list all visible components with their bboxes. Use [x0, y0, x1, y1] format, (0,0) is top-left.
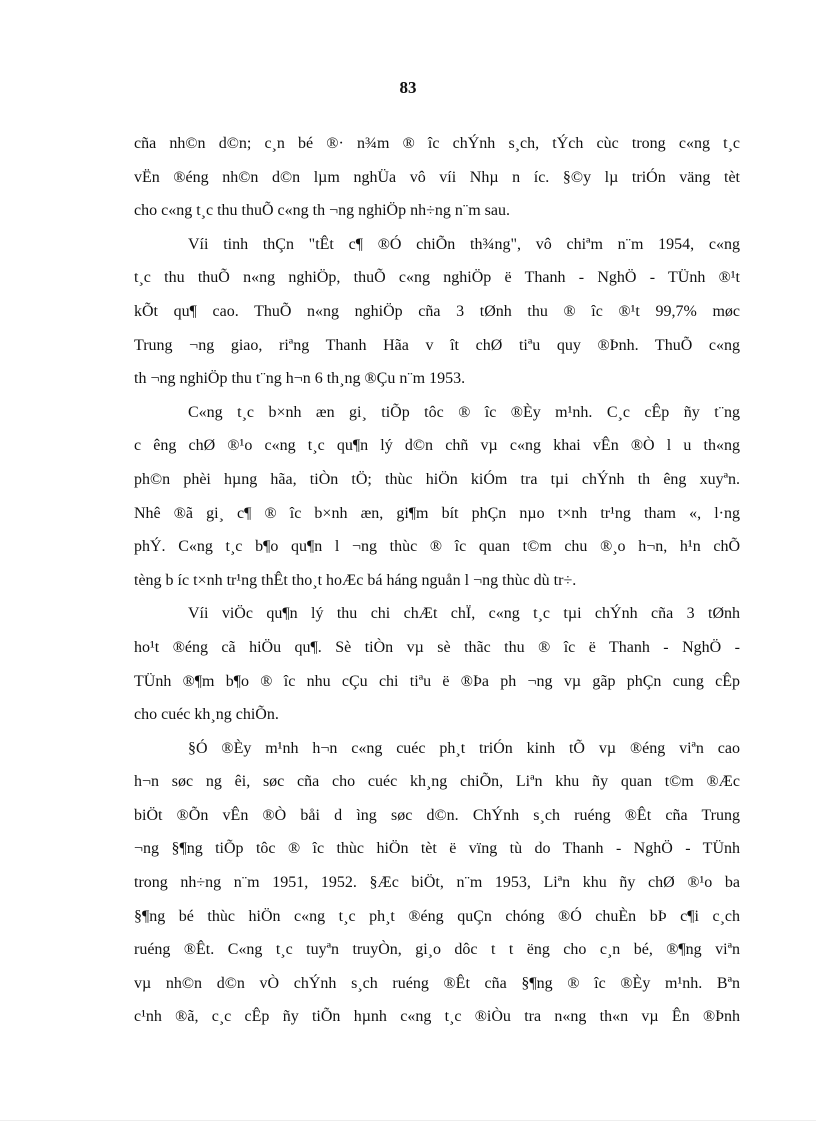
- text-line: ruéng ®Êt. C«ng t¸c tuyªn truyÒn, gi¸o dôc t t ëng cho c¸n bé, ®¶ng viªn: [134, 941, 740, 959]
- text-line: biÖt ®Õn vÊn ®Ò båi d ìng søc d©n. ChÝnh s¸ch ruéng ®Êt cña Trung: [134, 806, 740, 824]
- page-number: 83: [399, 78, 417, 97]
- text-line: ho¹t ®éng cã hiÖu qu¶. Sè tiÒn vµ sè thãc thu ® îc ë Thanh - NghÖ -: [134, 638, 740, 656]
- text-line: t¸c thu thuÕ n«ng nghiÖp, thuÕ c«ng nghiÖp ë Thanh - NghÖ - TÜnh ®¹t: [134, 269, 740, 287]
- text-line: th ¬ng nghiÖp thu t¨ng h¬n 6 th¸ng ®Çu n¨m 1953.: [134, 370, 466, 388]
- text-line: Víi viÖc qu¶n lý thu chi chÆt chÏ, c«ng t¸c tµi chÝnh cña 3 tØnh: [188, 605, 740, 623]
- text-line: c êng chØ ®¹o c«ng t¸c qu¶n lý d©n chñ vµ c«ng khai vÊn ®Ò l u th«ng: [134, 437, 740, 455]
- text-line: §¶ng bé thùc hiÖn c«ng t¸c ph¸t ®éng quÇn chóng ®Ó chuÈn bÞ c¶i c¸ch: [134, 907, 740, 925]
- text-line: cho cuéc kh¸ng chiÕn.: [134, 706, 279, 724]
- body-text: [134, 127, 740, 1034]
- text-line: Víi tinh thÇn "tÊt c¶ ®Ó chiÕn th¾ng", vô chiªm n¨m 1954, c«ng: [188, 235, 740, 253]
- text-line: Nhê ®ã gi¸ c¶ ® îc b×nh æn, gi¶m bít phÇn nµo t×nh tr¹ng tham «, l·ng: [134, 504, 740, 522]
- text-line: cho c«ng t¸c thu thuÕ c«ng th ¬ng nghiÖp nh÷ng n¨m sau.: [134, 202, 510, 220]
- text-line: kÕt qu¶ cao. ThuÕ n«ng nghiÖp cña 3 tØnh thu ® îc ®¹t 99,7% møc: [134, 302, 740, 320]
- text-line: cña nh©n d©n; c¸n bé ®· n¾m ® îc chÝnh s¸ch, tÝch cùc trong c«ng t¸c: [134, 135, 740, 152]
- text-line: ph©n phèi hµng hãa, tiÒn tÖ; thùc hiÖn kiÓm tra tµi chÝnh th êng xuyªn.: [134, 470, 740, 488]
- text-line: phÝ. C«ng t¸c b¶o qu¶n l ¬ng thùc ® îc quan t©m chu ®¸o h¬n, h¹n chÕ: [134, 538, 740, 556]
- text-line: TÜnh ®¶m b¶o ® îc nhu cÇu chi tiªu ë ®Þa ph ¬ng vµ gãp phÇn cung cÊp: [134, 672, 740, 690]
- text-line: Trung ¬ng giao, riªng Thanh Hãa v ît chØ tiªu quy ®Þnh. ThuÕ c«ng: [134, 336, 740, 354]
- page-bottom-divider: [0, 1120, 816, 1121]
- text-line: vµ nh©n d©n vÒ chÝnh s¸ch ruéng ®Êt cña §¶ng ® îc ®Èy m¹nh. Bªn: [134, 974, 740, 992]
- text-line: c¹nh ®ã, c¸c cÊp ñy tiÕn hµnh c«ng t¸c ®iÒu tra n«ng th«n vµ Ên ®Þnh: [134, 1008, 740, 1026]
- text-line: vËn ®éng nh©n d©n lµm nghÜa vô víi Nhµ n íc. §©y lµ triÓn väng tèt: [134, 168, 740, 186]
- text-line: C«ng t¸c b×nh æn gi¸ tiÕp tôc ® îc ®Èy m¹nh. C¸c cÊp ñy t¨ng: [188, 403, 740, 421]
- text-line: h¬n søc ng êi, søc cña cho cuéc kh¸ng chiÕn, Liªn khu ñy quan t©m ®Æc: [134, 773, 740, 791]
- text-line: §Ó ®Èy m¹nh h¬n c«ng cuéc ph¸t triÓn kinh tÕ vµ ®éng viªn cao: [188, 739, 740, 757]
- text-line: ¬ng §¶ng tiÕp tôc ® îc thùc hiÖn tèt ë vïng tù do Thanh - NghÖ - TÜnh: [134, 840, 740, 858]
- text-line: trong nh÷ng n¨m 1951, 1952. §Æc biÖt, n¨m 1953, Liªn khu ñy chØ ®¹o ba: [134, 874, 740, 892]
- text-line: tèng b íc t×nh tr¹ng thÊt tho¸t hoÆc bá háng nguån l ¬ng thùc dù tr÷.: [134, 571, 577, 589]
